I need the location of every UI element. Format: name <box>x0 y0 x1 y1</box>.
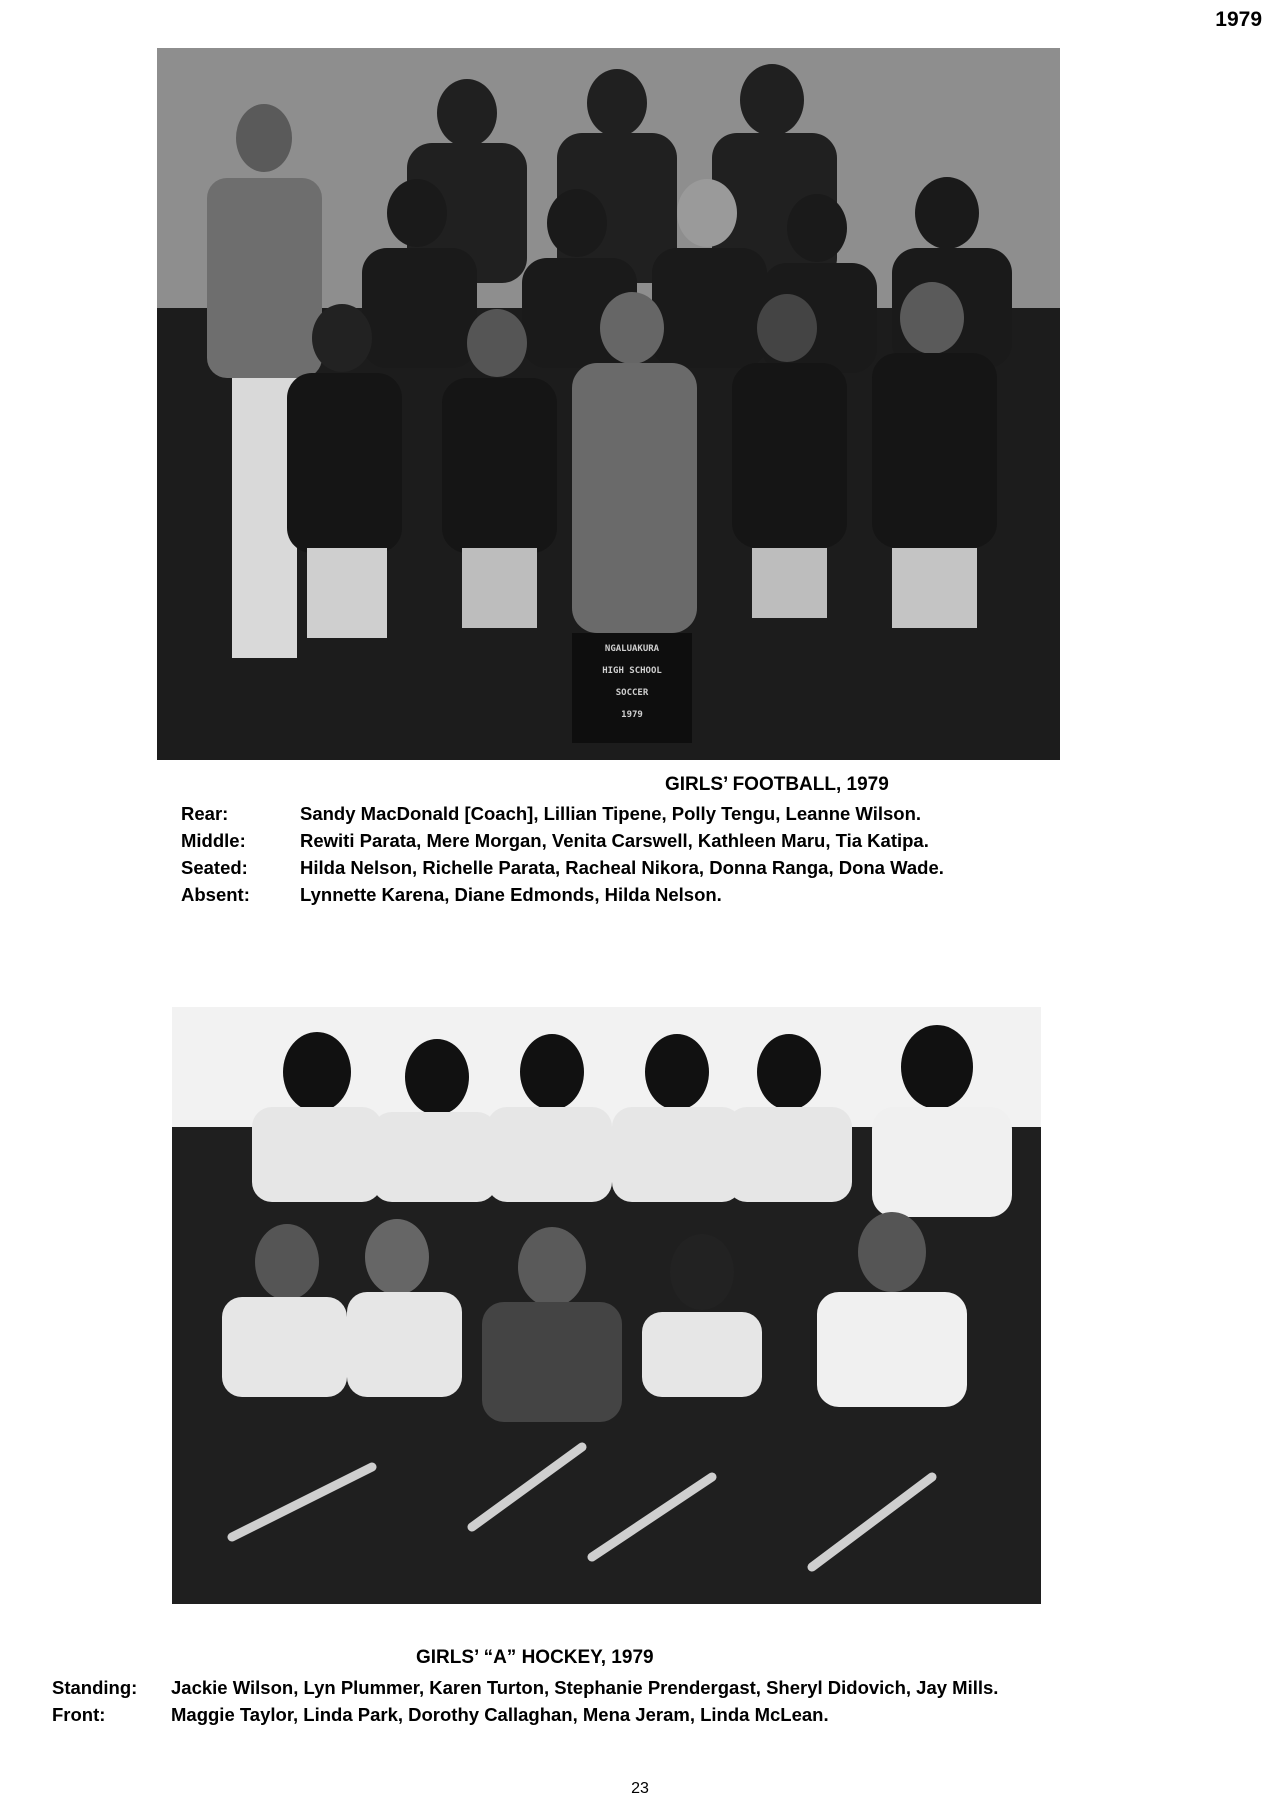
roster-names: Hilda Nelson, Richelle Parata, Racheal Nikora, Donna Ranga, Dona Wade. <box>300 857 944 878</box>
page-number: 23 <box>631 1780 649 1797</box>
roster-label: Seated: <box>181 857 248 878</box>
football-photo-sign <box>572 638 692 726</box>
roster-label: Absent: <box>181 884 250 905</box>
roster-names: Jackie Wilson, Lyn Plummer, Karen Turton, Stephanie Prendergast, Sheryl Didovich, Jay Mills. <box>171 1677 999 1698</box>
roster-names: Maggie Taylor, Linda Park, Dorothy Callaghan, Mena Jeram, Linda McLean. <box>171 1704 829 1725</box>
roster-row <box>52 1674 998 1701</box>
roster-row <box>181 827 944 854</box>
sign-line: HIGH SCHOOL <box>602 666 662 676</box>
hockey-caption-title: GIRLS’ “A” HOCKEY, 1979 <box>416 1647 654 1668</box>
sign-line: 1979 <box>621 710 643 720</box>
football-caption-title: GIRLS’ FOOTBALL, 1979 <box>665 774 889 795</box>
roster-row <box>181 854 944 881</box>
roster-names: Rewiti Parata, Mere Morgan, Venita Carswell, Kathleen Maru, Tia Katipa. <box>300 830 929 851</box>
girls-hockey-team-photo <box>172 1007 1041 1604</box>
roster-names: Sandy MacDonald [Coach], Lillian Tipene, Polly Tengu, Leanne Wilson. <box>300 803 922 824</box>
roster-label: Middle: <box>181 830 246 851</box>
page-year-header: 1979 <box>1215 8 1262 31</box>
roster-label: Standing: <box>52 1677 138 1698</box>
sign-line: SOCCER <box>615 688 649 698</box>
roster-label: Rear: <box>181 803 229 824</box>
roster-row <box>181 881 944 908</box>
hockey-roster <box>52 1674 998 1728</box>
roster-row <box>181 800 944 827</box>
sign-line: NGALUAKURA <box>604 644 660 654</box>
girls-football-team-photo <box>157 48 1060 760</box>
football-roster <box>181 800 944 908</box>
roster-label: Front: <box>52 1704 106 1725</box>
hockey-photo-illustration <box>172 1007 1041 1604</box>
roster-row <box>52 1701 998 1728</box>
roster-names: Lynnette Karena, Diane Edmonds, Hilda Nelson. <box>300 884 722 905</box>
